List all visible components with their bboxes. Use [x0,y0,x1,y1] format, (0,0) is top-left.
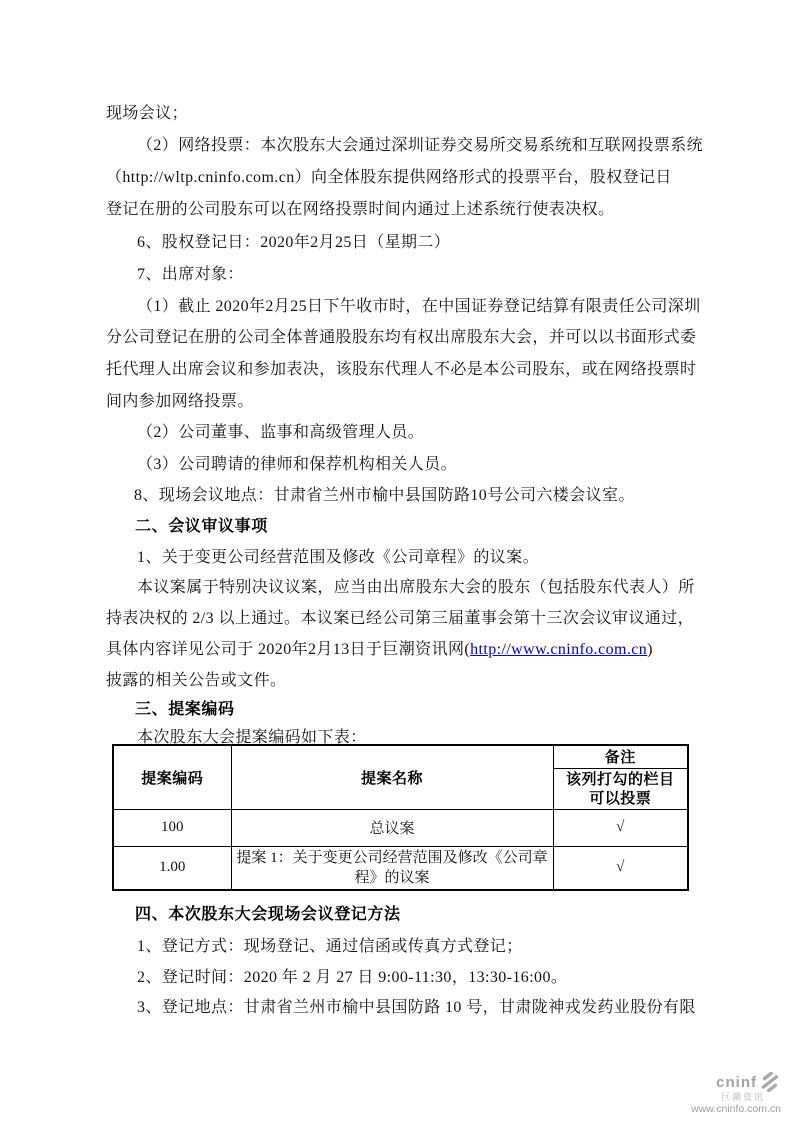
paragraph-line: 披露的相关公告或文件。 [106,672,287,689]
cninfo-watermark [691,1072,781,1115]
paragraph-line: 托代理人出席会议和参加表决，该股东代理人不必是本公司股东，或在网络投票时 [106,361,697,378]
cninfo-logo-chinese: 巨潮资讯 [720,1092,765,1102]
cell-proposal-code: 100 [113,809,231,846]
paragraph-line: （1）截止 2020年2月25日下午收市时，在中国证券登记结算有限责任公司深圳 [137,298,701,315]
table-header-row [113,745,688,768]
table-row [113,809,688,846]
paragraph-line: 登记在册的公司股东可以在网络投票时间内通过上述系统行使表决权。 [106,201,615,218]
paragraph-line: 3、登记地点：甘肃省兰州市榆中县国防路 10 号，甘肃陇神戎发药业股份有限 [137,999,696,1016]
cninfo-logo-text: cninf [716,1073,757,1091]
paragraph-line: （2）公司董事、监事和高级管理人员。 [137,424,425,441]
text-segment: ) [647,641,653,658]
cell-proposal-name: 总议案 [231,809,553,846]
section-heading-registration-method: 四、本次股东大会现场会议登记方法 [135,906,401,923]
paragraph-line: 持表决权的 2/3 以上通过。本议案已经公司第三届董事会第十三次会议审议通过， [106,610,695,627]
cninfo-website-link[interactable]: http://www.cninfo.com.cn [470,641,648,658]
paragraph-line: 1、关于变更公司经营范围及修改《公司章程》的议案。 [137,549,540,566]
paragraph-line: 1、登记方式：现场登记、通过信函或传真方式登记； [137,938,523,955]
paragraph-line: 8、现场会议地点：甘肃省兰州市榆中县国防路10号公司六楼会议室。 [134,487,635,504]
column-header-proposal-code: 提案编码 [113,745,231,809]
paragraph-line: 间内参加网络投票。 [106,393,254,410]
cell-proposal-code: 1.00 [113,846,231,890]
paragraph-line [106,640,653,659]
section-heading-proposal-code: 三、提案编码 [135,701,235,718]
paragraph-line: 2、登记时间：2020 年 2 月 27 日 9:00-11:30，13:30-16:00。 [137,969,568,986]
cell-proposal-name: 提案 1：关于变更公司经营范围及修改《公司章程》的议案 [231,846,553,890]
text-segment: 具体内容详见公司于 2020年2月13日于巨潮资讯网( [106,641,471,658]
paragraph-line: 本议案属于特别决议议案，应当由出席股东大会的股东（包括股东代表人）所 [137,579,695,596]
paragraph-line: （http://wltp.cninfo.com.cn）向全体股东提供网络形式的投票平台，股权登记日 [106,169,672,186]
table-row [113,846,688,890]
column-header-proposal-name: 提案名称 [231,745,553,809]
paragraph-line: （2）网络投票：本次股东大会通过深圳证券交易所交易系统和互联网投票系统 [137,137,704,154]
paragraph-line: 6、股权登记日：2020年2月25日（星期二） [137,234,451,251]
paragraph-line: 7、出席对象： [137,266,244,283]
paragraph-line: 分公司登记在册的公司全体普通股股东均有权出席股东大会，并可以以书面形式委 [106,329,697,346]
column-subheader-remark [553,768,688,809]
cell-vote-check: √ [553,846,688,890]
paragraph-line: 本次股东大会提案编码如下表： [137,729,367,746]
proposal-code-table [112,744,689,891]
section-heading-meeting-items: 二、会议审议事项 [135,518,268,535]
paragraph-line: 现场会议； [106,105,189,122]
paragraph-line: （3）公司聘请的律师和保荐机构相关人员。 [137,456,458,473]
cninfo-logo-row [716,1072,781,1092]
cninfo-logo-url: www.cninfo.com.cn [691,1103,781,1115]
column-header-remark: 备注 [553,745,688,768]
cell-vote-check: √ [553,809,688,846]
remark-subheader-text: 该列打勾的栏目可以投票 [565,770,675,807]
cninfo-logo-icon [759,1072,781,1092]
